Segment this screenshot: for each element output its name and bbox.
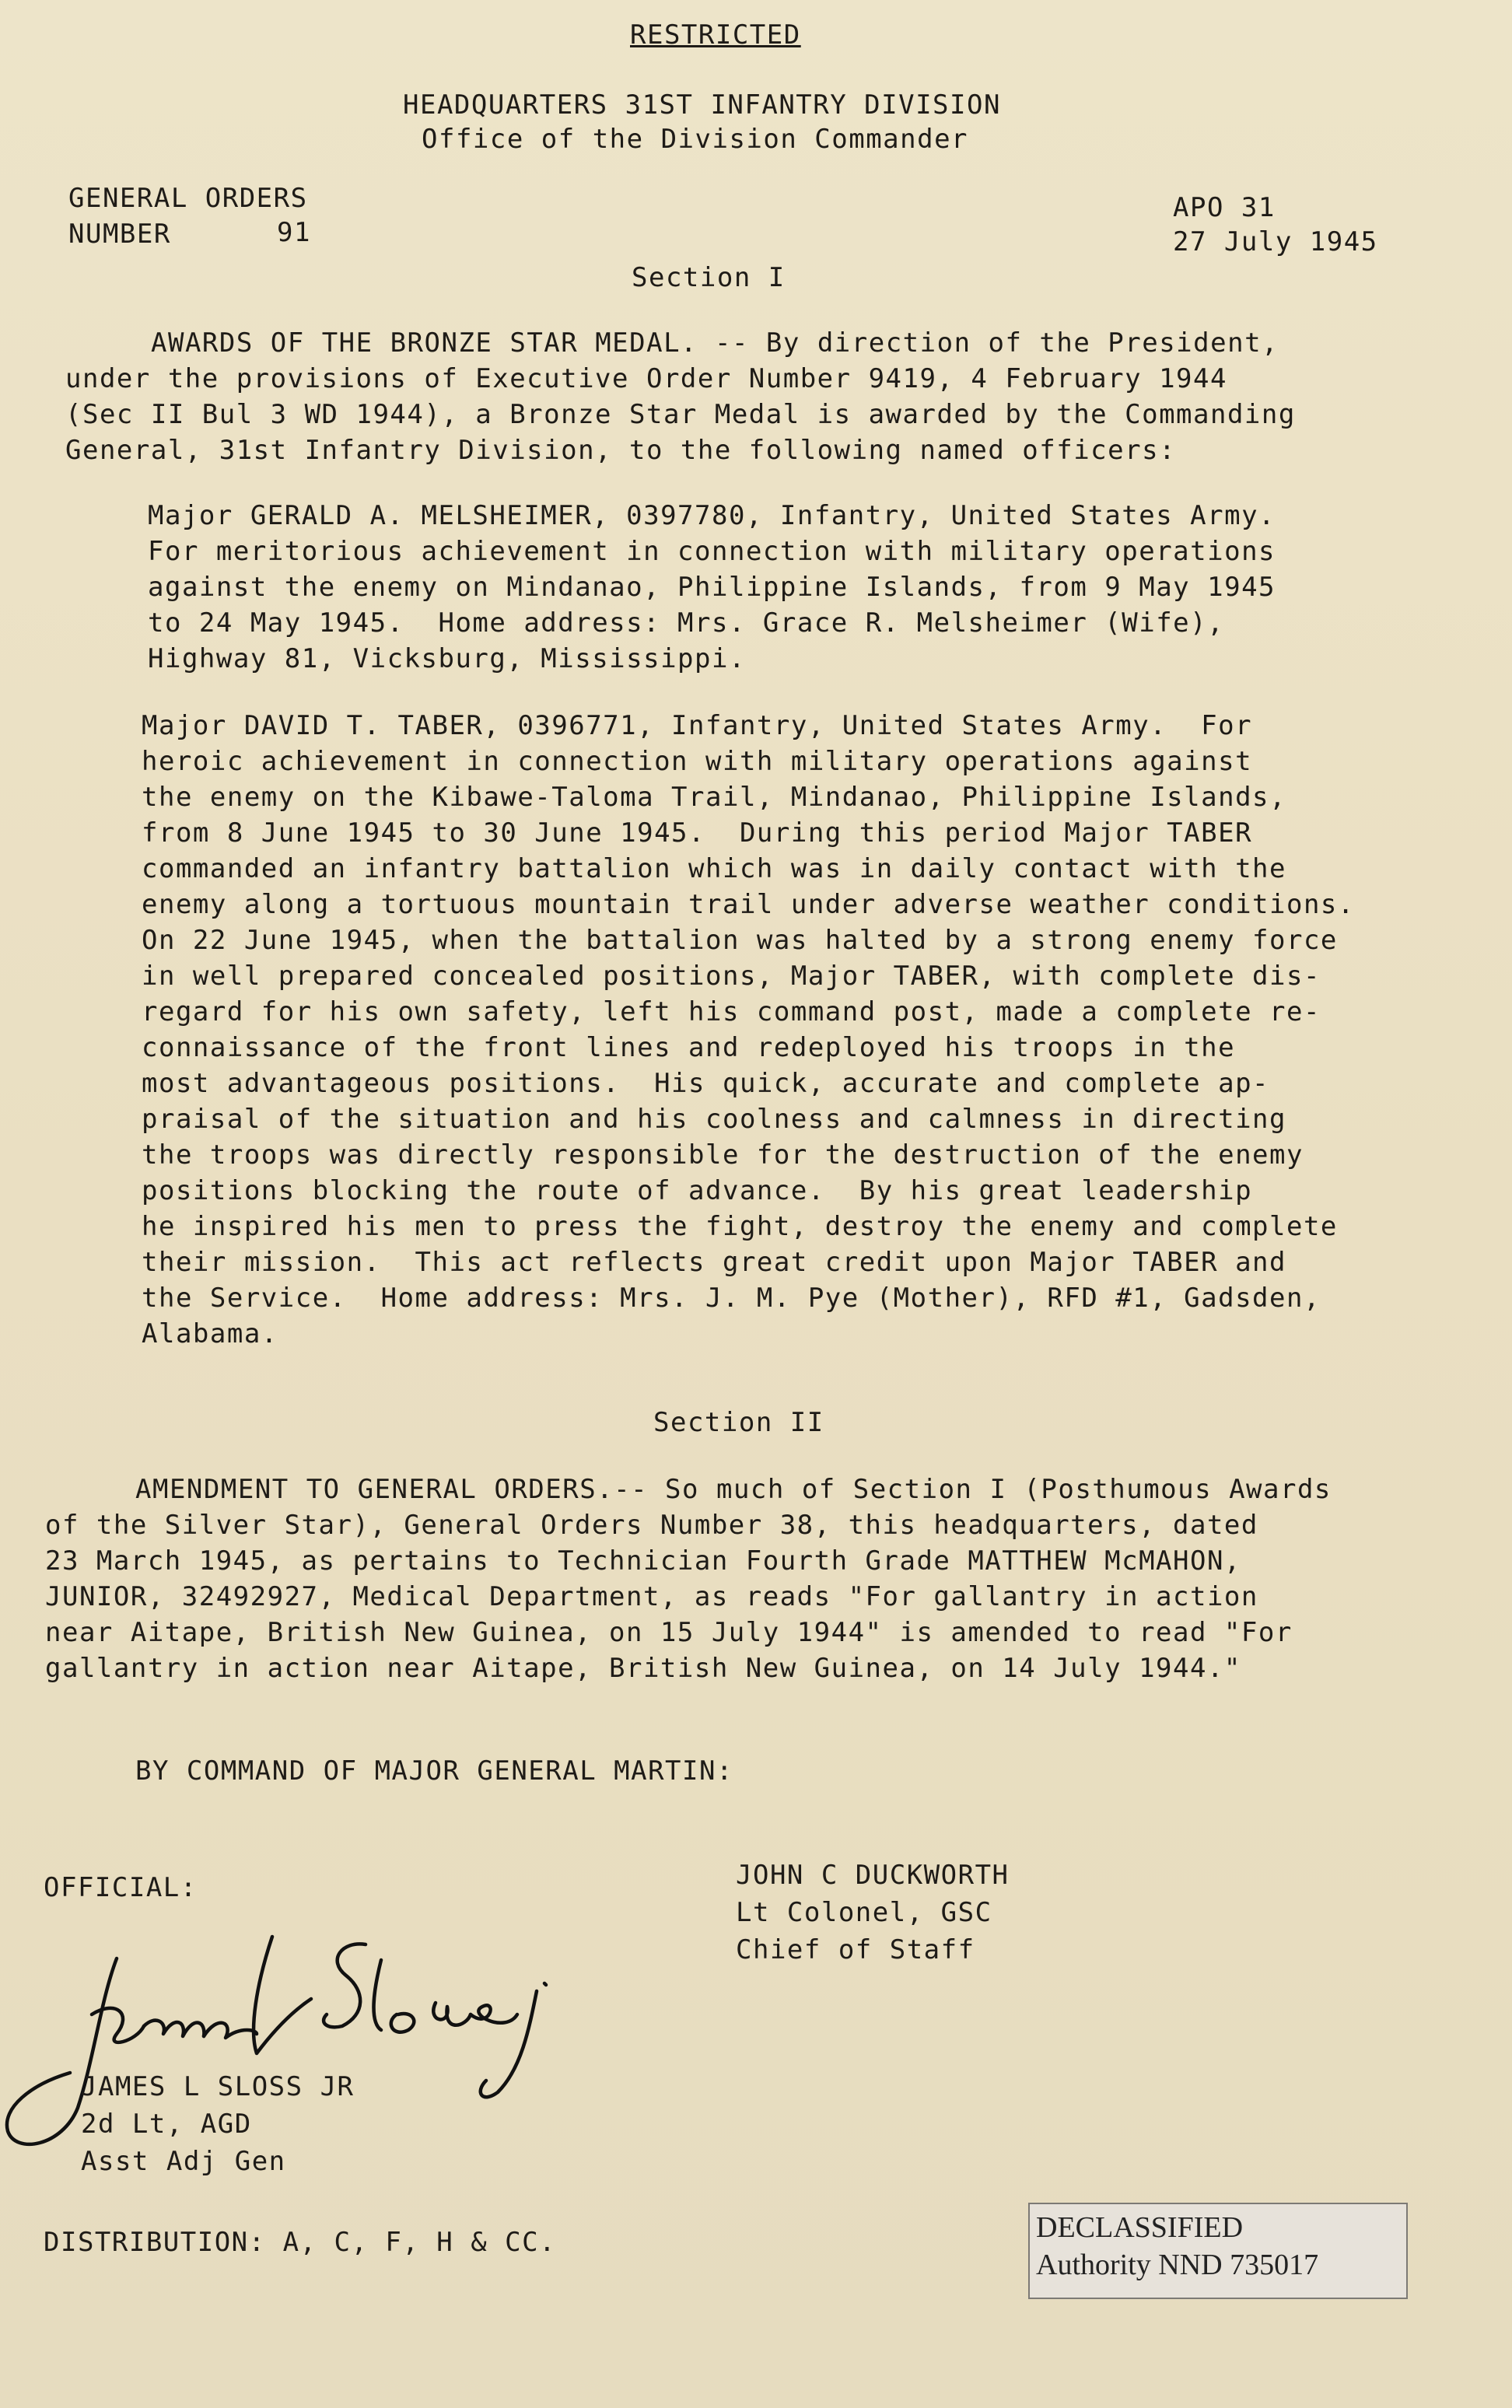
award-line: Major DAVID T. TABER, 0396771, Infantry, United States Army. For xyxy=(142,710,1253,741)
amendment-line: JUNIOR, 32492927, Medical Department, as reads "For gallantry in action xyxy=(45,1581,1258,1612)
section-two-title: Section II xyxy=(653,1407,824,1438)
section-one-intro xyxy=(65,325,1296,468)
award-line: Highway 81, Vicksburg, Mississippi. xyxy=(148,643,746,674)
award-line: heroic achievement in connection with military operations against xyxy=(142,746,1253,777)
section-one-title: Section I xyxy=(632,262,786,293)
chief-of-staff-title: Chief of Staff xyxy=(736,1934,975,1965)
award-line: For meritorious achievement in connection with military operations xyxy=(148,536,1276,567)
amendment-line: 23 March 1945, as pertains to Technician Fourth Grade MATTHEW McMAHON, xyxy=(45,1545,1241,1577)
award-line: to 24 May 1945. Home address: Mrs. Grace R. Melsheimer (Wife), xyxy=(148,607,1225,639)
amendment-line: of the Silver Star), General Orders Number 38, this headquarters, dated xyxy=(45,1510,1258,1541)
award-line: the troops was directly responsible for the destruction of the enemy xyxy=(142,1139,1304,1171)
chief-of-staff-name: JOHN C DUCKWORTH xyxy=(736,1860,1010,1891)
award-line: positions blocking the route of advance. By his great leadership xyxy=(142,1175,1253,1206)
distribution-line: DISTRIBUTION: A, C, F, H & CC. xyxy=(44,2227,557,2258)
intro-line: under the provisions of Executive Order Number 9419, 4 February 1944 xyxy=(65,363,1227,394)
award-line: enemy along a tortuous mountain trail under adverse weather conditions. xyxy=(142,889,1355,920)
apo-number: APO 31 xyxy=(1173,192,1276,223)
award-line: praisal of the situation and his coolness and calmness in directing xyxy=(142,1104,1286,1135)
headquarters-title: HEADQUARTERS 31ST INFANTRY DIVISION xyxy=(403,89,1001,121)
amendment-line: gallantry in action near Aitape, British New Guinea, on 14 July 1944." xyxy=(45,1653,1241,1684)
award-line: their mission. This act reflects great credit upon Major TABER and xyxy=(142,1247,1286,1278)
order-date: 27 July 1945 xyxy=(1173,226,1378,257)
intro-line: General, 31st Infantry Division, to the following named officers: xyxy=(65,435,1177,466)
award-melsheimer xyxy=(148,498,1276,677)
intro-line: AWARDS OF THE BRONZE STAR MEDAL. -- By direction of the President, xyxy=(151,327,1279,359)
award-line: the enemy on the Kibawe-Taloma Trail, Mindanao, Philippine Islands, xyxy=(142,782,1286,813)
amendment-line: near Aitape, British New Guinea, on 15 July 1944" is amended to read "For xyxy=(45,1617,1293,1648)
award-line: he inspired his men to press the fight, destroy the enemy and complete xyxy=(142,1211,1338,1242)
declassified-stamp xyxy=(1028,2203,1408,2299)
section-two-body xyxy=(45,1472,1332,1686)
general-orders-label: GENERAL ORDERS xyxy=(68,183,308,214)
award-line: Major GERALD A. MELSHEIMER, 0397780, Infantry, United States Army. xyxy=(148,500,1276,531)
award-taber xyxy=(142,708,1355,1352)
command-line: BY COMMAND OF MAJOR GENERAL MARTIN: xyxy=(135,1755,733,1787)
award-line: against the enemy on Mindanao, Philippine Islands, from 9 May 1945 xyxy=(148,572,1276,603)
official-name: JAMES L SLOSS JR xyxy=(81,2071,355,2102)
award-line: most advantageous positions. His quick, accurate and complete ap- xyxy=(142,1068,1270,1099)
intro-line: (Sec II Bul 3 WD 1944), a Bronze Star Medal is awarded by the Commanding xyxy=(65,399,1296,430)
award-line: from 8 June 1945 to 30 June 1945. During this period Major TABER xyxy=(142,817,1253,849)
award-line: On 22 June 1945, when the battalion was halted by a strong enemy force xyxy=(142,925,1338,956)
award-line: connaissance of the front lines and redeployed his troops in the xyxy=(142,1032,1236,1063)
declassified-label: DECLASSIFIED xyxy=(1036,2211,1244,2244)
award-line: in well prepared concealed positions, Major TABER, with complete dis- xyxy=(142,961,1321,992)
classification-marking: RESTRICTED xyxy=(630,19,801,51)
number-label: NUMBER xyxy=(68,219,171,250)
award-line: Alabama. xyxy=(142,1318,278,1349)
official-label: OFFICIAL: xyxy=(44,1872,198,1903)
amendment-line: AMENDMENT TO GENERAL ORDERS.-- So much of Section I (Posthumous Awards xyxy=(135,1474,1332,1505)
chief-of-staff-rank: Lt Colonel, GSC xyxy=(736,1897,992,1928)
order-number: 91 xyxy=(277,217,311,248)
declassified-authority: Authority NND 735017 xyxy=(1036,2249,1319,2281)
award-line: the Service. Home address: Mrs. J. M. Pye (Mother), RFD #1, Gadsden, xyxy=(142,1283,1321,1314)
award-line: regard for his own safety, left his command post, made a complete re- xyxy=(142,996,1321,1027)
official-title: Asst Adj Gen xyxy=(81,2146,286,2177)
office-title: Office of the Division Commander xyxy=(422,124,969,155)
official-rank: 2d Lt, AGD xyxy=(81,2109,252,2140)
award-line: commanded an infantry battalion which was in daily contact with the xyxy=(142,853,1286,884)
